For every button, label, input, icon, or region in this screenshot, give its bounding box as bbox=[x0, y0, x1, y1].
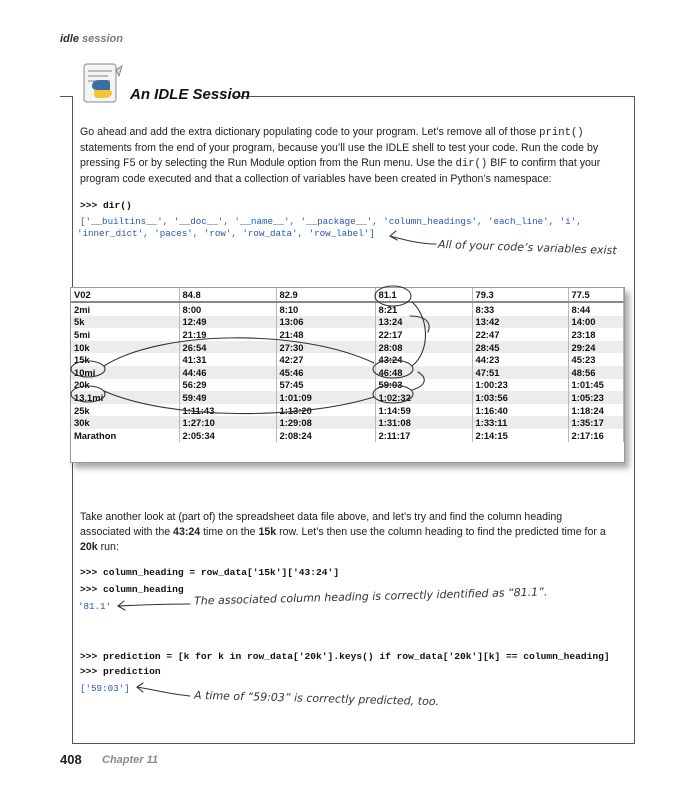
row-label-cell: 20k bbox=[71, 379, 179, 392]
arrowhead-dir-note bbox=[390, 231, 397, 240]
time-cell: 28:45 bbox=[472, 341, 568, 354]
time-cell: 1:05:23 bbox=[568, 391, 624, 404]
explain-text-3: run: bbox=[97, 541, 119, 553]
time-cell: 48:56 bbox=[568, 366, 624, 379]
time-cell: 1:35:17 bbox=[568, 416, 624, 429]
time-cell: 43:24 bbox=[375, 353, 472, 366]
time-cell: 77.5 bbox=[568, 288, 624, 302]
prediction-annotation: A time of “59:03” is correctly predicted, too. bbox=[193, 688, 440, 709]
arrow-prediction bbox=[137, 687, 190, 696]
time-cell: 79.3 bbox=[472, 288, 568, 302]
prediction-command: >>> prediction = [k for k in row_data['20k'].keys() if row_data['20k'][k] == column_heading] bbox=[80, 651, 610, 662]
time-cell: 2:17:16 bbox=[568, 429, 624, 442]
loop-59-03-to-col bbox=[412, 372, 424, 390]
time-cell: 13:42 bbox=[472, 316, 568, 329]
loop-detail bbox=[410, 316, 429, 332]
circle-43-24 bbox=[373, 360, 413, 378]
arrow-column-heading bbox=[118, 604, 190, 606]
time-cell: 14:00 bbox=[568, 316, 624, 329]
circle-59-03 bbox=[373, 385, 413, 403]
time-cell: 1:00:23 bbox=[472, 379, 568, 392]
time-cell: 84.8 bbox=[179, 288, 276, 302]
row-label-cell: 5k bbox=[71, 316, 179, 329]
row-label-cell: 13.1mi bbox=[71, 391, 179, 404]
time-cell: 13:24 bbox=[375, 316, 472, 329]
intro-code-print: print() bbox=[539, 127, 584, 139]
time-cell: 1:01:09 bbox=[276, 391, 375, 404]
dir-command: >>> dir() bbox=[80, 200, 132, 211]
row-label-cell: 30k bbox=[71, 416, 179, 429]
time-cell: 22:17 bbox=[375, 328, 472, 341]
time-cell: 81.1 bbox=[375, 288, 472, 302]
time-cell: 22:47 bbox=[472, 328, 568, 341]
time-cell: 1:13:20 bbox=[276, 404, 375, 417]
time-cell: 1:16:40 bbox=[472, 404, 568, 417]
intro-text-4: or by selecting the Run Module option from the Run menu. Use the bbox=[135, 157, 456, 169]
time-cell: 28:08 bbox=[375, 341, 472, 354]
column-heading-echo-command: >>> column_heading bbox=[80, 584, 184, 595]
row-label-cell: 25k bbox=[71, 404, 179, 417]
intro-text-2: statements from the end of your program, because you’ll use the IDLE shell to test your code. Run the code by bbox=[80, 142, 599, 154]
dir-output-line-2: 'inner_dict', 'paces', 'row', 'row_data', 'row_label'] bbox=[77, 228, 375, 239]
time-cell: 1:31:08 bbox=[375, 416, 472, 429]
chapter-label: Chapter 11 bbox=[102, 754, 159, 766]
row-label-cell: 10k bbox=[71, 341, 179, 354]
time-cell: 12:49 bbox=[179, 316, 276, 329]
time-cell: 44:46 bbox=[179, 366, 276, 379]
time-cell: 26:54 bbox=[179, 341, 276, 354]
time-cell: 27:30 bbox=[276, 341, 375, 354]
time-cell: 1:33:11 bbox=[472, 416, 568, 429]
circle-15k bbox=[71, 361, 105, 377]
time-cell: 1:11:43 bbox=[179, 404, 276, 417]
circle-20k bbox=[71, 386, 105, 402]
time-cell: 2:05:34 bbox=[179, 429, 276, 442]
intro-code-dir: dir() bbox=[455, 158, 488, 170]
explain-text-1: Take another look at (part of) the spreadsheet data file above, and let’s try and find the column heading bbox=[80, 511, 563, 523]
time-cell: 59:49 bbox=[179, 391, 276, 404]
time-cell: 57:45 bbox=[276, 379, 375, 392]
header-brand: idle bbox=[60, 33, 79, 45]
time-cell: 8:44 bbox=[568, 302, 624, 316]
time-cell: 56:29 bbox=[179, 379, 276, 392]
time-cell: 47:51 bbox=[472, 366, 568, 379]
time-cell: 13:06 bbox=[276, 316, 375, 329]
time-cell: 8:33 bbox=[472, 302, 568, 316]
row-label-cell: Marathon bbox=[71, 429, 179, 442]
loop-20k-to-59-03 bbox=[104, 391, 374, 414]
time-cell: 1:02:32 bbox=[375, 391, 472, 404]
intro-text-3: pressing bbox=[80, 157, 123, 169]
column-heading-command: >>> column_heading = row_data['15k']['43:24'] bbox=[80, 567, 340, 578]
header-label: session bbox=[82, 33, 123, 45]
column-heading-annotation: The associated column heading is correctly identified as “81.1”. bbox=[193, 585, 548, 608]
time-cell: 8:21 bbox=[375, 302, 472, 316]
time-cell: 1:27:10 bbox=[179, 416, 276, 429]
time-cell: 44:23 bbox=[472, 353, 568, 366]
column-heading-output: '81.1' bbox=[78, 601, 112, 612]
time-cell: 8:10 bbox=[276, 302, 375, 316]
explain-bold-20k: 20k bbox=[80, 541, 98, 553]
prediction-echo-command: >>> prediction bbox=[80, 666, 161, 677]
time-cell: 46:48 bbox=[375, 366, 472, 379]
time-cell: 45:23 bbox=[568, 353, 624, 366]
time-cell: 82.9 bbox=[276, 288, 375, 302]
box-title: An IDLE Session bbox=[130, 86, 251, 103]
loop-15k-to-43-24 bbox=[104, 338, 374, 366]
circle-81-1 bbox=[375, 286, 411, 306]
intro-text-5: BIF to confirm that your bbox=[487, 157, 601, 169]
time-cell: 29:24 bbox=[568, 341, 624, 354]
time-cell: 23:18 bbox=[568, 328, 624, 341]
time-cell: 1:29:08 bbox=[276, 416, 375, 429]
variables-exist-annotation: All of your code’s variables exist bbox=[437, 237, 617, 258]
time-cell: 42:27 bbox=[276, 353, 375, 366]
time-cell: 8:00 bbox=[179, 302, 276, 316]
row-label-cell: 15k bbox=[71, 353, 179, 366]
intro-code-f5: F5 bbox=[123, 158, 136, 170]
row-label-cell: 2mi bbox=[71, 302, 179, 316]
explain-text-2c: row. Let’s then use the column heading to find the predicted time for a bbox=[276, 526, 606, 538]
prediction-output: ['59:03'] bbox=[80, 683, 130, 694]
time-cell: 1:01:45 bbox=[568, 379, 624, 392]
time-cell: 2:08:24 bbox=[276, 429, 375, 442]
explain-text-2a: associated with the bbox=[80, 526, 174, 538]
time-cell: 1:14:59 bbox=[375, 404, 472, 417]
explain-bold-time: 43:24 bbox=[173, 526, 201, 538]
dir-output-line-1: ['__builtins__', '__doc__', '__name__', '__package__', 'column_headings', 'each_line', 'i', bbox=[80, 216, 582, 227]
time-cell: 1:03:56 bbox=[472, 391, 568, 404]
explain-bold-row: 15k bbox=[258, 526, 277, 538]
intro-text-6: program code executed and that a collection of variables have been created in Python’s namespace: bbox=[80, 173, 552, 185]
time-cell: 41:31 bbox=[179, 353, 276, 366]
time-cell: 2:14:15 bbox=[472, 429, 568, 442]
time-cell: 21:48 bbox=[276, 328, 375, 341]
row-label-cell: 10mi bbox=[71, 366, 179, 379]
time-cell: 1:18:24 bbox=[568, 404, 624, 417]
row-label-cell: V02 bbox=[71, 288, 179, 302]
time-cell: 2:11:17 bbox=[375, 429, 472, 442]
time-cell: 59:03 bbox=[375, 379, 472, 392]
row-label-cell: 5mi bbox=[71, 328, 179, 341]
time-cell: 21:19 bbox=[179, 328, 276, 341]
loop-43-24-to-81-1 bbox=[412, 302, 426, 366]
time-cell: 45:46 bbox=[276, 366, 375, 379]
page-number: 408 bbox=[60, 752, 82, 767]
intro-text-1: Go ahead and add the extra dictionary populating code to your program. Let’s remove all of those bbox=[80, 126, 540, 138]
explain-text-2b: time on the bbox=[200, 526, 259, 538]
